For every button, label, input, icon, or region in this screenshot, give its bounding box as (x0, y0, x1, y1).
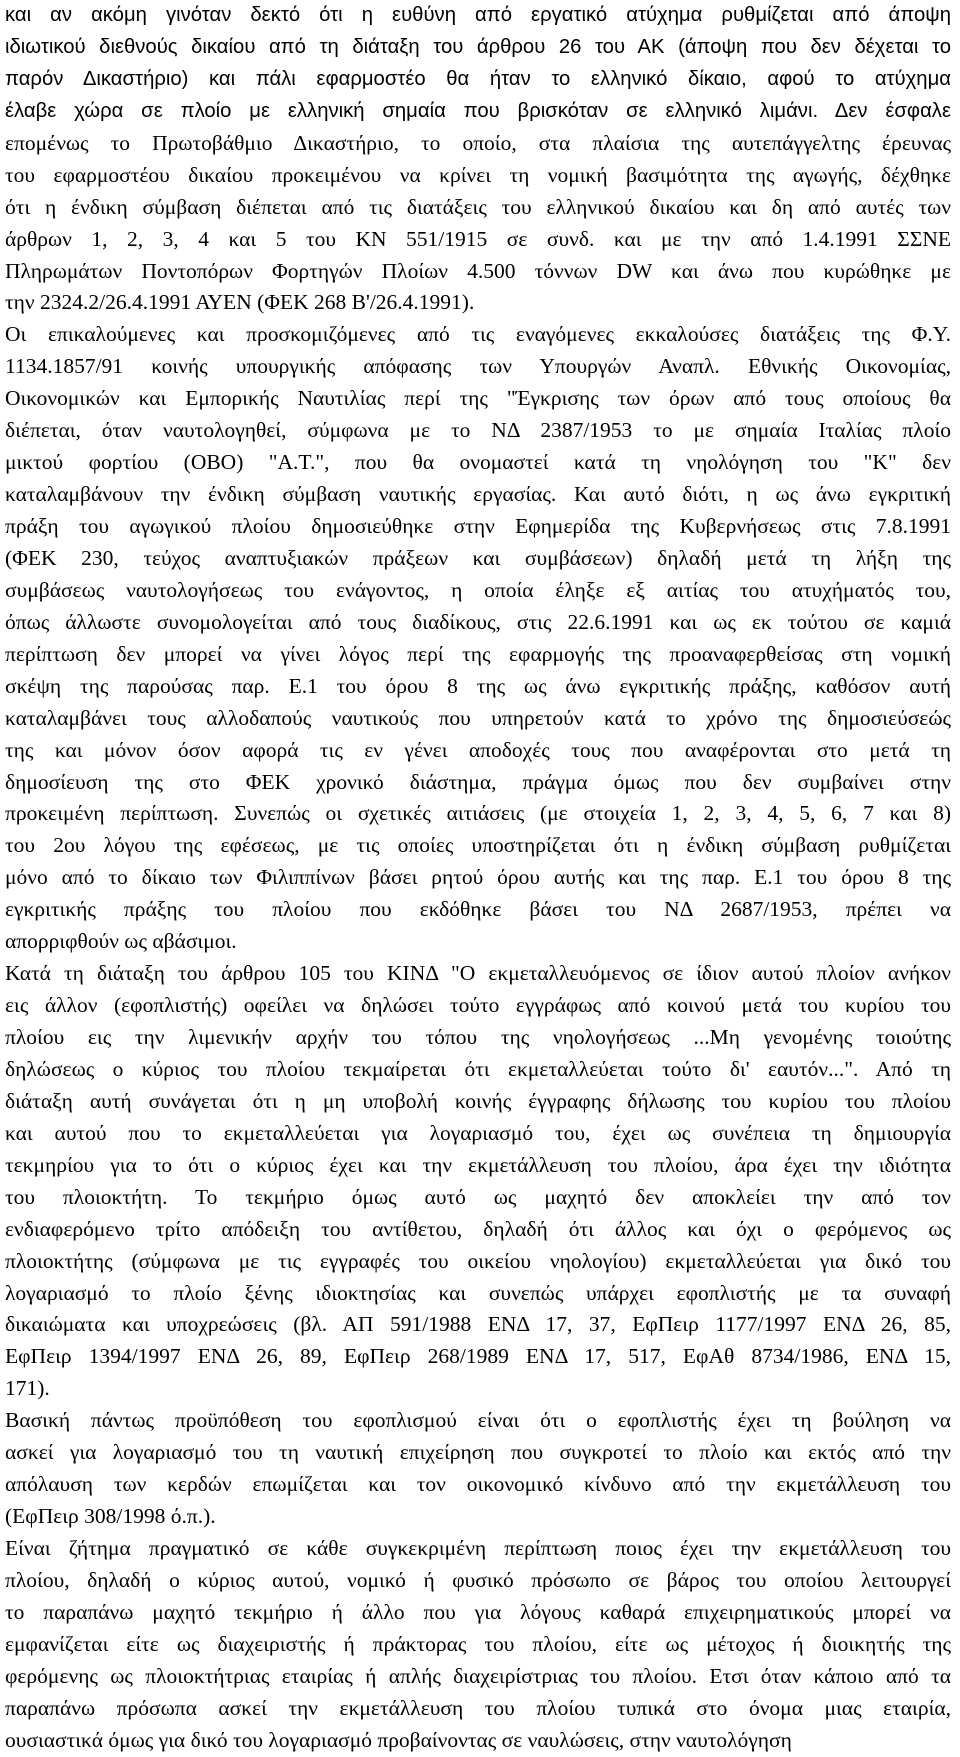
text-line: 171). (5, 1376, 50, 1401)
text-line: μικτού φορτίου (ΟΒΟ) "Α.Τ.", που θα ονομαστεί κατά τη νηολόγηση του "Κ" δεν (5, 450, 951, 475)
text-line: όπως άλλωστε συνομολογείται από τους διαδίκους, στις 22.6.1991 και ως εκ τούτου σε καμιά (5, 609, 951, 634)
text-line: (ΕφΠειρ 308/1998 ό.π.). (5, 1504, 216, 1529)
text-line: άρθρων 1, 2, 3, 4 και 5 του ΚΝ 551/1915 σε συνδ. και με την από 1.4.1991 ΣΣΝΕ (5, 226, 951, 251)
text-line: ΕφΠειρ 1394/1997 ΕΝΔ 26, 89, ΕφΠειρ 268/1989 ΕΝΔ 17, 517, ΕφΑθ 8734/1986, ΕΝΔ 15, (5, 1344, 951, 1369)
text-line: πλοίου εις την λιμενικήν αρχήν του τόπου της νηολογήσεως ...Μη γενομένης τοιούτης (5, 1025, 951, 1049)
text-line: απόλαυση των κερδών επωμίζεται και τον οικονομικό κίνδυνο από την εκμετάλλευση του (5, 1472, 951, 1497)
text-line: Είναι ζήτημα πραγματικό σε κάθε συγκεκριμένη περίπτωση ποιος έχει την εκμετάλλευση του (5, 1536, 951, 1560)
text-line: ότι η ένδικη σύμβαση διέπεται από τις διατάξεις του ελληνικού δικαίου και δη από αυτές των (5, 194, 951, 219)
text-line: του πλοιοκτήτη. Το τεκμήριο όμως αυτό ως μαχητό δεν αποκλείει την από τον (5, 1184, 951, 1209)
text-line: πλοίου, δηλαδή ο κύριος αυτού, νομικό ή φυσικό πρόσωπο σε βάρος του οποίου λειτουργεί (5, 1567, 951, 1592)
text-line: λογαριασμό το πλοίο ξένης ιδιοκτησίας και συνεπώς υπάρχει εφοπλιστής με τα συναφή (5, 1280, 951, 1305)
text-line: συμβάσεως ναυτολογήσεως του ενάγοντος, η οποία έληξε εξ αιτίας του ατυχήματός του, (5, 577, 951, 602)
text-line: ασκεί για λογαριασμό του τη ναυτική επιχείρηση που συγκροτεί το πλοίο και εκτός από την (5, 1440, 951, 1465)
text-line: (ΦΕΚ 230, τεύχος αναπτυξιακών πράξεων και συμβάσεων) δηλαδή μετά τη λήξη της (5, 545, 951, 570)
text-line: δημοσίευση της στο ΦΕΚ χρονικό διάστημα, πράγμα όμως που δεν συμβαίνει στην (5, 769, 951, 794)
text-line: Βασική πάντως προϋπόθεση του εφοπλισμού είναι ότι ο εφοπλιστής έχει τη βούληση να (5, 1408, 951, 1433)
paragraph (5, 319, 951, 958)
text-line: Οικονομικών και Εμπορικής Ναυτιλίας περί της "Έγκρισης των όρων από τους οποίους θα (5, 386, 951, 411)
paragraph (5, 1533, 951, 1757)
text-line: και αυτού που το εκμεταλλεύεται για λογαριασμό του, έχει ως συνέπεια τη δημιουργία (5, 1120, 951, 1145)
text-line: εγκριτικής πράξης του πλοίου που εκδόθηκε βάσει του ΝΔ 2687/1953, πρέπει να (5, 897, 951, 922)
text-line: απορριφθούν ως αβάσιμοι. (5, 929, 237, 954)
text-line: μόνο από το δίκαιο των Φιλιππίνων βάσει ρητού όρου αυτής και της παρ. Ε.1 του όρου 8 της (5, 865, 951, 890)
text-line: καταλαμβάνουν την ένδικη σύμβαση ναυτικής εργασίας. Και αυτό διότι, η ως άνω εγκριτική (5, 482, 951, 507)
text-line: του 2ου λόγου της εφέσεως, με τις οποίες υποστηρίζεται ότι η ένδικη σύμβαση ρυθμίζεται (5, 833, 951, 858)
text-line: το παραπάνω μαχητό τεκμήριο ή άλλο που για λόγους καθαρά επιχειρηματικούς μπορεί να (5, 1599, 951, 1624)
text-line: έλαβε χώρα σε πλοίο με ελληνική σημαία που βρισκόταν σε ελληνικό λιμάνι. Δεν έσφαλε (5, 99, 951, 122)
text-line: παραπάνω πρόσωπα ασκεί την εκμετάλλευση του πλοίου τυπικά στο όνομα μιας εταιρία, (5, 1695, 951, 1720)
text-line: της και μόνον όσον αφορά τις εν γένει αποδοχές τους που αναφέρονται στο μετά τη (5, 737, 951, 762)
text-line: καταλαμβάνει τους αλλοδαπούς ναυτικούς που υπηρετούν κατά το χρόνο της δημοσιεύσεώς (5, 705, 951, 730)
text-line: επομένως το Πρωτοβάθμιο Δικαστήριο, το οποίο, στα πλαίσια της αυτεπάγγελτης έρευνας (5, 130, 951, 155)
text-line: προκειμένη περίπτωση. Συνεπώς οι σχετικές αιτιάσεις (με στοιχεία 1, 2, 3, 4, 5, 6, 7 και 8) (5, 801, 951, 826)
text-line: περίπτωση δεν μπορεί να γίνει λόγος περί της εφαρμογής της προαναφερθείσας στη νομική (5, 641, 951, 666)
text-line: φερόμενης ως πλοιοκτήτριας εταιρίας ή απλής διαχειρίστριας του πλοίου. Ετσι όταν κάποιο από τα (5, 1663, 951, 1688)
text-line: δηλώσεως ο κύριος του πλοίου τεκμαίρεται ότι εκμεταλλεύεται τούτο δι' εαυτόν...". Από τη (5, 1056, 951, 1081)
text-line: Κατά τη διάταξη του άρθρου 105 του ΚΙΝΔ "Ο εκμεταλλευόμενος σε ίδιον αυτού πλοίον ανήκον (5, 961, 951, 986)
text-line: πλοιοκτήτης (σύμφωνα με τις εγγραφές του οικείου νηολογίου) εκμεταλλεύεται για δικό του (5, 1248, 951, 1273)
text-line: τεκμηρίου για το ότι ο κύριος έχει και την εκμετάλλευση του πλοίου, άρα έχει την ιδιότητα (5, 1152, 951, 1177)
text-line: 1134.1857/91 κοινής υπουργικής απόφασης των Υπουργών Αναπλ. Εθνικής Οικονομίας, (5, 354, 951, 379)
text-line: ιδιωτικού διεθνούς δικαίου από τη διάταξη του άρθρου 26 του ΑΚ (άποψη που δεν δέχεται το (5, 35, 951, 58)
text-line: Πληρωμάτων Ποντοπόρων Φορτηγών Πλοίων 4.500 τόννων DW και άνω που κυρώθηκε με (5, 258, 951, 283)
text-line: την 2324.2/26.4.1991 ΑΥΕΝ (ΦΕΚ 268 Β'/26.4.1991). (5, 290, 475, 315)
paragraph (5, 958, 951, 1405)
text-line: και αν ακόμη γινόταν δεκτό ότι η ευθύνη από εργατικό ατύχημα ρυθμίζεται από άποψη (5, 4, 951, 26)
text-line: εις άλλον (εφοπλιστής) οφείλει να δηλώσει τούτο εγγράφως από κοινού μετά του κυρίου του (5, 993, 951, 1018)
paragraph (5, 1405, 951, 1533)
text-line: παρόν Δικαστήριο) και πάλι εφαρμοστέο θα ήταν το ελληνικό δίκαιο, αφού το ατύχημα (5, 67, 951, 90)
text-line: πράξη του αγωγικού πλοίου δημοσιεύθηκε στην Εφημερίδα της Κυβερνήσεως στις 7.8.1991 (5, 514, 951, 538)
paragraph (5, 0, 951, 319)
text-line: ουσιαστικά όμως για δικό του λογαριασμό προβαίνοντας σε ναυλώσεις, στην ναυτολόγηση (5, 1727, 792, 1752)
text-line: διέπεται, όταν ναυτολογηθεί, σύμφωνα με το ΝΔ 2387/1953 το με σημαία Ιταλίας πλοίο (5, 418, 951, 443)
text-line: εμφανίζεται είτε ως διαχειριστής ή πράκτορας του πλοίου, είτε ως μέτοχος ή διοικητής της (5, 1631, 951, 1656)
text-line: δικαιώματα και υποχρεώσεις (βλ. ΑΠ 591/1988 ΕΝΔ 17, 37, ΕφΠειρ 1177/1997 ΕΝΔ 26, 85, (5, 1312, 951, 1337)
text-line: ενδιαφερόμενο τρίτο απόδειξη του αντίθετου, δηλαδή ότι άλλος και όχι ο φερόμενος ως (5, 1216, 951, 1241)
text-line: Οι επικαλούμενες και προσκομιζόμενες από τις εναγόμενες εκκαλούσες διατάξεις της Φ.Υ. (5, 322, 951, 347)
text-line: διάταξη αυτή συνάγεται ότι η μη υποβολή κοινής έγγραφης δήλωσης του κυρίου του πλοίου (5, 1088, 951, 1113)
text-line: σκέψη της παρούσας παρ. Ε.1 του όρου 8 της ως άνω εγκριτικής πράξης, καθόσον αυτή (5, 673, 951, 698)
text-line: του εφαρμοστέου δικαίου προκειμένου να κρίνει τη νομική βασιμότητα της αγωγής, δέχθηκε (5, 162, 951, 187)
